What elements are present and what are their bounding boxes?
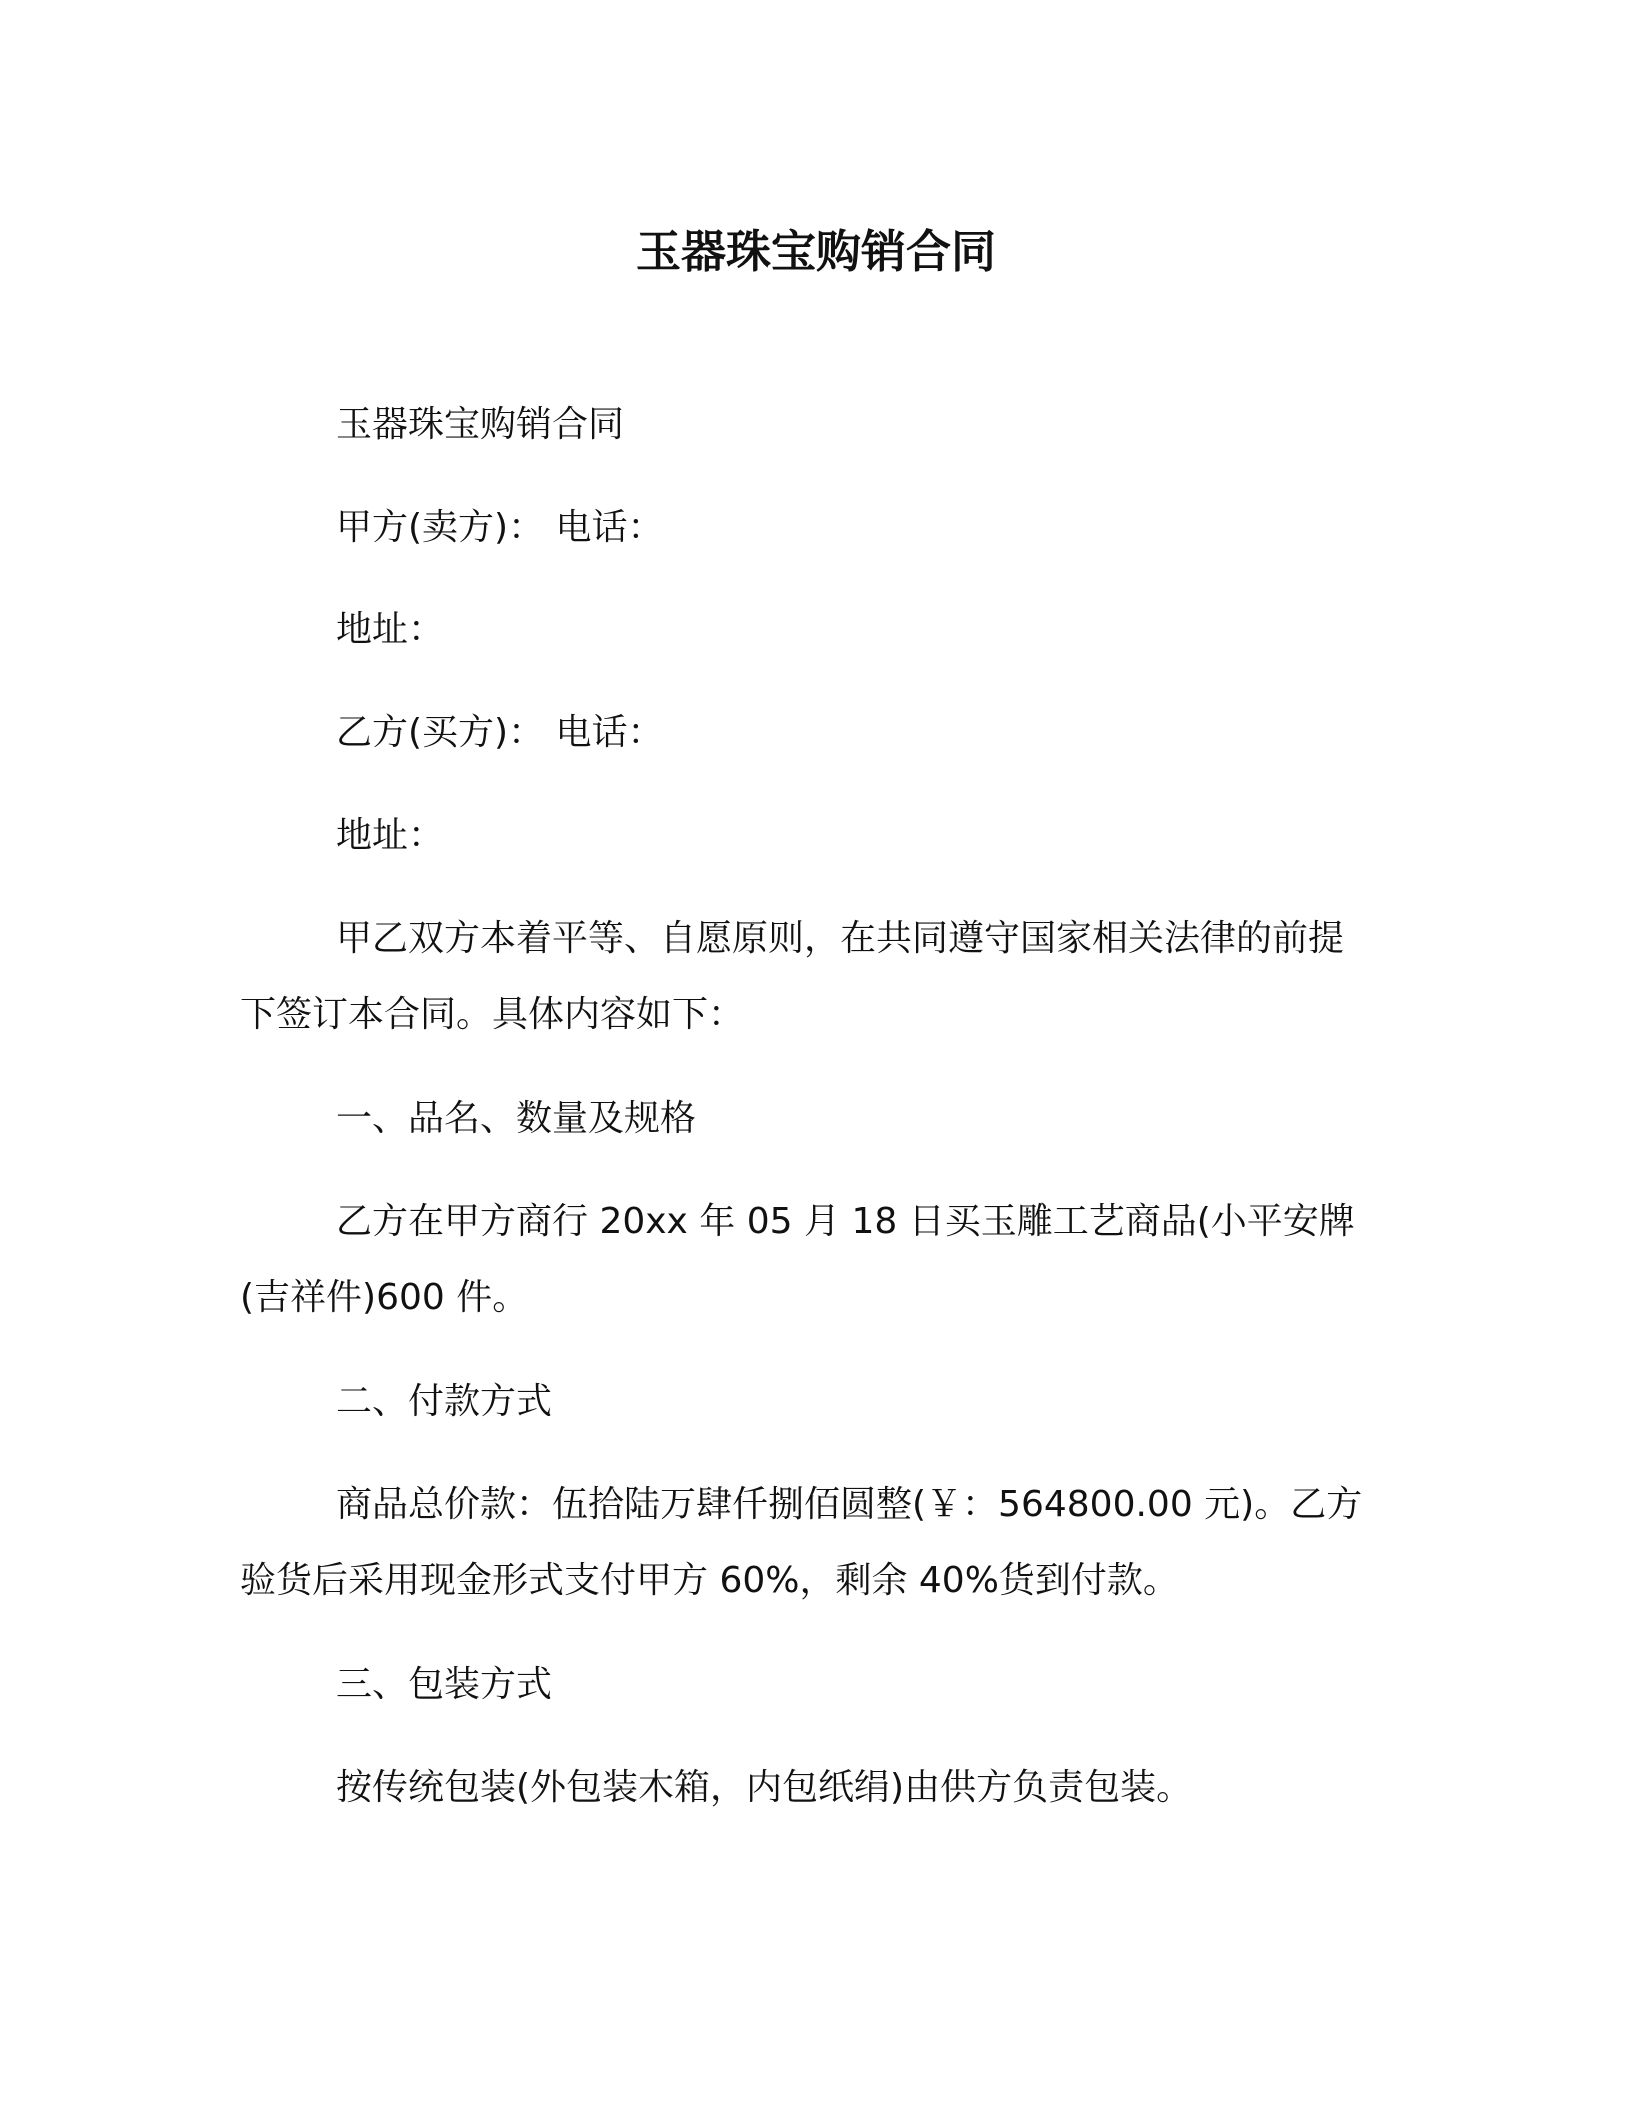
section-1-text-line-2: (吉祥件)600 件。 [240,1277,529,1318]
party-b-address-line: 地址： [336,815,445,856]
section-2-text-line-2: 验货后采用现金形式支付甲方 60%，剩余 40%货到付款。 [240,1560,1179,1601]
section-3-heading: 三、包装方式 [336,1664,553,1705]
section-3-text-line-1: 按传统包装(外包装木箱，内包纸绢)由供方负责包装。 [336,1767,1193,1808]
section-1-text-line-1: 乙方在甲方商行 20xx 年 05 月 18 日买玉雕工艺商品(小平安牌 [336,1201,1355,1242]
preamble-line-2: 下签订本合同。具体内容如下： [240,994,745,1035]
party-b-line: 乙方(买方)： 电话： [336,712,664,753]
contract-heading-line: 玉器珠宝购销合同 [336,404,625,445]
preamble-line-1: 甲乙双方本着平等、自愿原则，在共同遵守国家相关法律的前提 [336,918,1345,959]
section-2-text-line-1: 商品总价款：伍拾陆万肆仟捌佰圆整(￥：564800.00 元)。乙方 [336,1484,1363,1525]
section-1-heading: 一、品名、数量及规格 [336,1098,697,1139]
section-2-heading: 二、付款方式 [336,1381,553,1422]
party-a-line: 甲方(卖方)： 电话： [336,507,664,548]
document-title: 玉器珠宝购销合同 [635,225,996,278]
party-a-address-line: 地址： [336,609,445,650]
